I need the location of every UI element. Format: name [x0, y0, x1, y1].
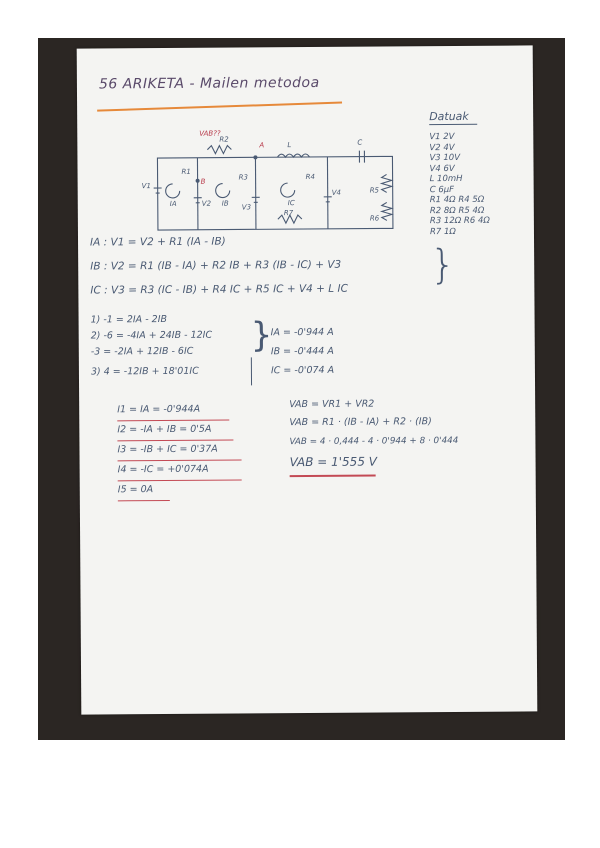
datuak-item: V2 4V [429, 142, 455, 153]
mesh-equation: IC : V3 = R3 (IC - IB) + R4 IC + R5 IC + V4 + L IC [90, 282, 348, 297]
r3-label: R3 [238, 173, 248, 182]
title-underline [97, 102, 342, 112]
mesh-equation: IA : V1 = V2 + R1 (IA - IB) [89, 235, 226, 249]
system-equation: -3 = -2IA + 12IB - 6IC [90, 345, 194, 358]
r2-label: R2 [219, 135, 229, 144]
current-i4: I4 = -IC = +0'074A [117, 463, 209, 476]
vab-result: VAB = 1'555 V [289, 454, 378, 470]
capacitor-label: C [357, 138, 363, 147]
current-i2: I2 = -IA + IB = 0'5A [117, 423, 212, 436]
solution-ic: IC = -0'074 A [270, 364, 335, 377]
r4-label: R4 [305, 172, 315, 182]
circuit-diagram [137, 124, 438, 246]
v1-label: V1 [141, 182, 151, 191]
datuak-item: V4 6V [429, 163, 455, 174]
current-i1: I1 = IA = -0'944A [117, 403, 201, 416]
current-underline [118, 479, 242, 481]
mesh-c-label: IC [287, 199, 295, 208]
solution-ia: IA = -0'944 A [270, 326, 334, 339]
v4-label: V4 [331, 188, 341, 197]
vab-label: VAB?? [199, 129, 221, 138]
mesh-b-label: IB [221, 199, 229, 208]
current-underline [117, 440, 233, 442]
current-i3: I3 = -IB + IC = 0'37A [117, 443, 218, 456]
datuak-item: R1 4Ω R4 5Ω [429, 194, 485, 206]
current-i5: I5 = 0A [117, 484, 154, 496]
current-underline [118, 500, 170, 501]
datuak-item: R2 8Ω R5 4Ω [429, 205, 485, 216]
datuak-item: V1 2V [429, 131, 455, 143]
datuak-item: R7 1Ω [429, 226, 456, 237]
r5-label: R5 [369, 186, 380, 195]
datuak-heading: Datuak [429, 109, 469, 124]
current-underline [118, 459, 242, 461]
system-divider [251, 357, 252, 385]
page-title: 56 ARIKETA - Mailen metodoa [98, 74, 320, 93]
vab-line: VAB = 4 · 0,444 - 4 · 0'944 + 8 · 0'444 [289, 435, 459, 448]
r1-label: R1 [181, 167, 191, 176]
inductor-label: L [287, 141, 292, 150]
node-a-label: A [259, 141, 265, 150]
datuak-item: V3 10V [429, 152, 461, 164]
datuak-list [429, 132, 490, 237]
current-underline [117, 420, 229, 422]
system-equation: 3) 4 = -12IB + 18'01IC [90, 365, 199, 378]
datuak-item: L 10mH [429, 173, 463, 185]
datuak-item: R3 12Ω R6 4Ω [429, 215, 490, 227]
datuak-underline [429, 124, 477, 125]
node-b-label: B [200, 177, 206, 186]
system-equation: 1) -1 = 2IA - 2IB [90, 313, 168, 326]
mesh-a-label: IA [169, 199, 177, 208]
v2-label: V2 [201, 199, 212, 208]
equation-brace: } [430, 241, 456, 289]
vab-line: VAB = R1 · (IB - IA) + R2 · (IB) [289, 416, 432, 429]
mesh-equation: IB : V2 = R1 (IB - IA) + R2 IB + R3 (IB - IC) + V3 [90, 258, 342, 273]
r7-label: R7 [283, 209, 294, 218]
r6-label: R6 [369, 214, 380, 223]
datuak-item: C 6μF [429, 184, 455, 195]
system-brace: } [250, 315, 273, 356]
solution-ib: IB = -0'444 A [270, 345, 334, 358]
vab-line: VAB = VR1 + VR2 [289, 398, 375, 411]
vab-underline [290, 475, 376, 478]
paper-sheet [77, 45, 538, 714]
system-equation: 2) -6 = -4IA + 24IB - 12IC [90, 329, 213, 342]
v3-label: V3 [241, 203, 252, 212]
